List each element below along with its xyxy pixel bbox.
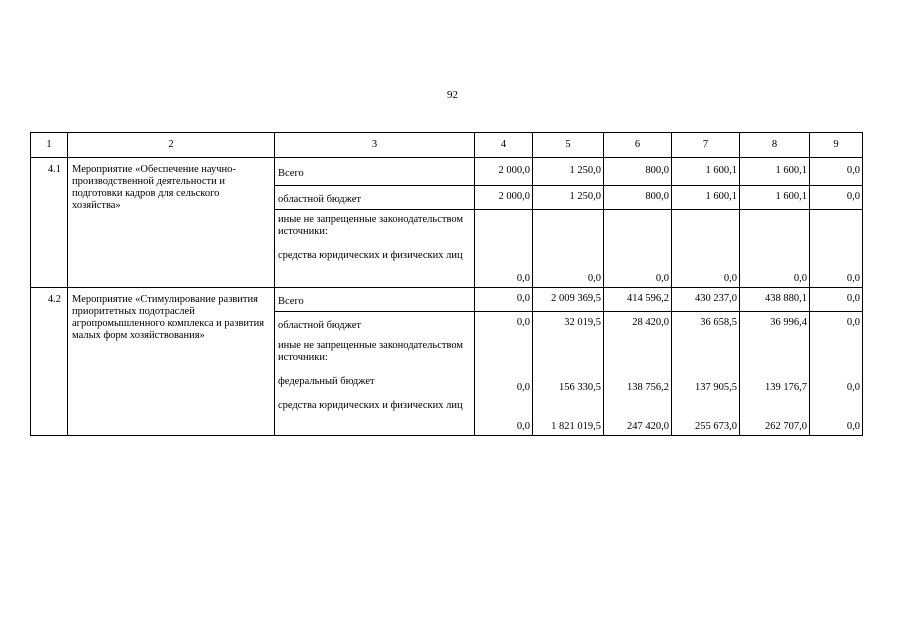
funding-source: средства юридических и физических лиц [275,396,475,436]
column-header: 8 [740,133,810,158]
value-cell: 0,0 [475,288,533,312]
value-cell: 0,0 [810,288,863,312]
value-cell: 1 600,1 [740,158,810,186]
column-header: 2 [68,133,275,158]
value-cell: 2 000,0 [475,158,533,186]
value-cell: 1 250,0 [533,186,604,210]
value-cell: 800,0 [604,158,672,186]
value-cell: 800,0 [604,186,672,210]
value-cell: 0,0 [810,210,863,288]
table-row [31,288,863,312]
budget-table [30,132,863,436]
column-header: 7 [672,133,740,158]
source-group-header: иные не запрещенные законодательством источники: [278,339,464,363]
measure-name: Мероприятие «Обеспечение научно-производственной деятельности и подготовки кадров для сельского хозяйства» [68,158,275,288]
value-cell: 139 176,7 [740,336,810,396]
page-number: 92 [447,89,458,101]
row-id: 4.1 [31,158,68,288]
value-cell: 0,0 [475,312,533,336]
column-header: 5 [533,133,604,158]
column-header: 6 [604,133,672,158]
funding-source: федеральный бюджет [278,375,375,387]
funding-source-group [275,210,475,288]
value-cell: 36 658,5 [672,312,740,336]
value-cell: 0,0 [740,210,810,288]
value-cell: 2 009 369,5 [533,288,604,312]
value-cell: 438 880,1 [740,288,810,312]
value-cell: 32 019,5 [533,312,604,336]
funding-source: Всего [275,158,475,186]
column-header: 3 [275,133,475,158]
value-cell: 28 420,0 [604,312,672,336]
value-cell: 1 600,1 [740,186,810,210]
value-cell: 1 600,1 [672,186,740,210]
value-cell: 0,0 [475,210,533,288]
value-cell: 2 000,0 [475,186,533,210]
column-header: 4 [475,133,533,158]
funding-source: Всего [275,288,475,312]
value-cell: 430 237,0 [672,288,740,312]
funding-source: средства юридических и физических лиц [278,250,463,261]
value-cell: 137 905,5 [672,336,740,396]
value-cell: 262 707,0 [740,396,810,436]
value-cell: 247 420,0 [604,396,672,436]
value-cell: 255 673,0 [672,396,740,436]
value-cell: 0,0 [810,312,863,336]
value-cell: 1 250,0 [533,158,604,186]
value-cell: 1 821 019,5 [533,396,604,436]
value-cell: 0,0 [604,210,672,288]
value-cell: 414 596,2 [604,288,672,312]
value-cell: 0,0 [533,210,604,288]
value-cell: 0,0 [810,396,863,436]
value-cell: 0,0 [810,158,863,186]
value-cell: 0,0 [810,186,863,210]
value-cell: 0,0 [810,336,863,396]
header-row [31,133,863,158]
table-row [31,158,863,186]
value-cell: 0,0 [475,396,533,436]
funding-source-group [275,336,475,396]
value-cell: 1 600,1 [672,158,740,186]
source-group-header: иные не запрещенные законодательством источники: [278,214,464,237]
row-id: 4.2 [31,288,68,436]
measure-name: Мероприятие «Стимулирование развития приоритетных подотраслей агропромышленного комплекса и развития малых форм хозяйствования» [68,288,275,436]
column-header: 1 [31,133,68,158]
value-cell: 156 330,5 [533,336,604,396]
value-cell: 138 756,2 [604,336,672,396]
value-cell: 0,0 [475,336,533,396]
funding-source: областной бюджет [275,186,475,210]
value-cell: 36 996,4 [740,312,810,336]
column-header: 9 [810,133,863,158]
value-cell: 0,0 [672,210,740,288]
funding-source: областной бюджет [275,312,475,336]
